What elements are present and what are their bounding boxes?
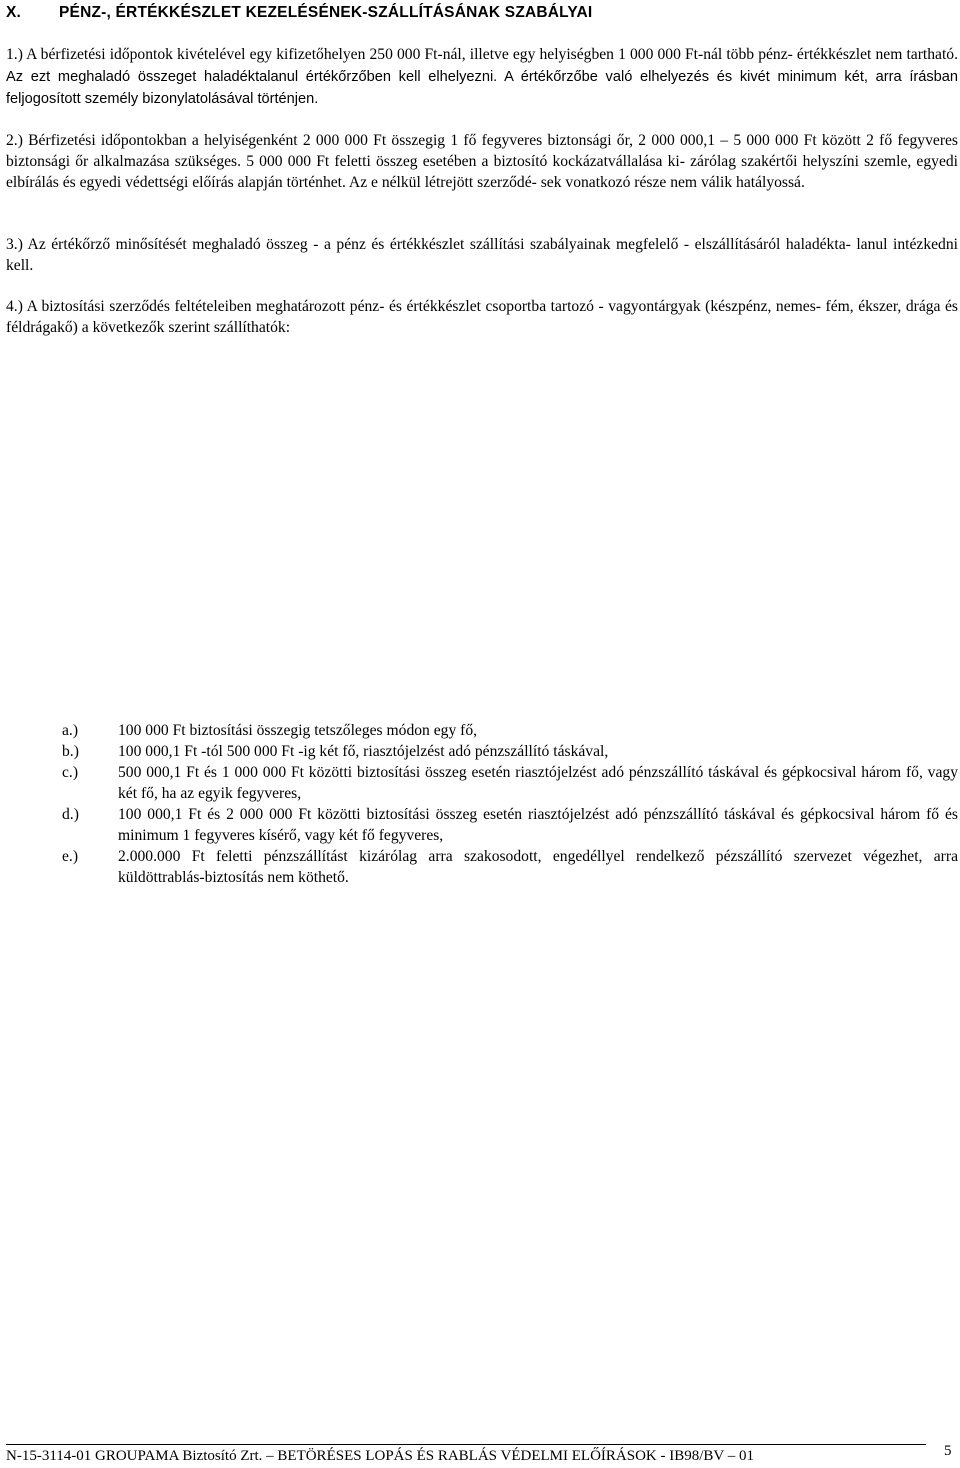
paragraph-1-part-b: Az ezt meghaladó összeget haladéktalanul értékőrzőben kell elhelyezni. A értékőrzőbe való elhelyezés és kivét minimum két, arra írásban feljogosított személy bizonylatolásával történjen. [6, 69, 958, 107]
list-item-label: d.) [62, 806, 79, 823]
list-item [62, 741, 958, 762]
list-item [62, 720, 958, 741]
list-item-text: 2.000.000 Ft feletti pénzszállítást kizárólag arra szakosodott, engedéllyel rendelkező pézszállító szervezet végezhet, arra küldöttrablás-biztosítás nem köthető. [118, 848, 958, 886]
list-item-text: 100 000,1 Ft -tól 500 000 Ft -ig két fő, riasztójelzést adó pénzszállító táskával, [118, 743, 609, 760]
paragraph-2: 2.) Bérfizetési időpontokban a helyiségenként 2 000 000 Ft összegig 1 fő fegyveres biztonsági őr, 2 000 000,1 – 5 000 000 Ft között 2 fő fegyveres biztonsági őr alkalmazása szükséges. 5 000 000 Ft feletti összeg esetében a biztosító kockázatvállalása ki- zárólag szakértői helyszíni szemle, egyedi elbírálás és egyedi védettségi előírás alapján történhet. Az e nélkül létrejött szerződé- sek vonatkozó része nem válik hatályossá. [6, 132, 958, 191]
list-item [62, 762, 958, 804]
transport-rules-list [62, 720, 958, 888]
list-item-label: b.) [62, 743, 79, 760]
list-item-label: a.) [62, 722, 79, 739]
list-item-label: c.) [62, 764, 79, 781]
list-item [62, 804, 958, 846]
section-title: PÉNZ-, ÉRTÉKKÉSZLET KEZELÉSÉNEK-SZÁLLÍTÁSÁNAK SZABÁLYAI [59, 4, 593, 21]
list-item [62, 846, 958, 888]
section-heading [6, 4, 592, 22]
page-number: 5 [944, 1443, 952, 1459]
footer-divider [6, 1444, 926, 1445]
list-item-text: 100 000,1 Ft és 2 000 000 Ft közötti biztosítási összeg esetén riasztójelzést adó pénzszállító táskával és gépkocsival három fő és minimum 1 fegyveres kísérő, vagy két fő fegyveres, [118, 806, 958, 844]
footer-text: N-15-3114-01 GROUPAMA Biztosító Zrt. – BETÖRÉSES LOPÁS ÉS RABLÁS VÉDELMI ELŐÍRÁSOK - IB98/BV – 01 [6, 1448, 754, 1464]
paragraph-1 [6, 44, 958, 110]
paragraph-3: 3.) Az értékőrző minősítését meghaladó összeg - a pénz és értékkészlet szállítási szabályainak megfelelő - elszállításáról haladékta- lanul intézkedni kell. [6, 236, 958, 274]
section-number: X. [6, 4, 22, 21]
paragraph-4: 4.) A biztosítási szerződés feltételeiben meghatározott pénz- és értékkészlet csoportba tartozó - vagyontárgyak (készpénz, nemes- fém, ékszer, drága és féldrágakő) a következők szerint szállíthatók: [6, 298, 958, 336]
paragraph-1-part-a: 1.) A bérfizetési időpontok kivételével egy kifizetőhelyen 250 000 Ft-nál, illetve egy helyiségben 1 000 000 Ft-nál több pénz- értékkészlet nem tartható. [6, 46, 958, 63]
list-item-text: 500 000,1 Ft és 1 000 000 Ft közötti biztosítási összeg esetén riasztójelzést adó pénzszállító táskával és gépkocsival három fő, vagy két fő, ha az egyik fegyveres, [118, 764, 958, 802]
list-item-label: e.) [62, 848, 79, 865]
list-item-text: 100 000 Ft biztosítási összegig tetszőleges módon egy fő, [118, 722, 478, 739]
